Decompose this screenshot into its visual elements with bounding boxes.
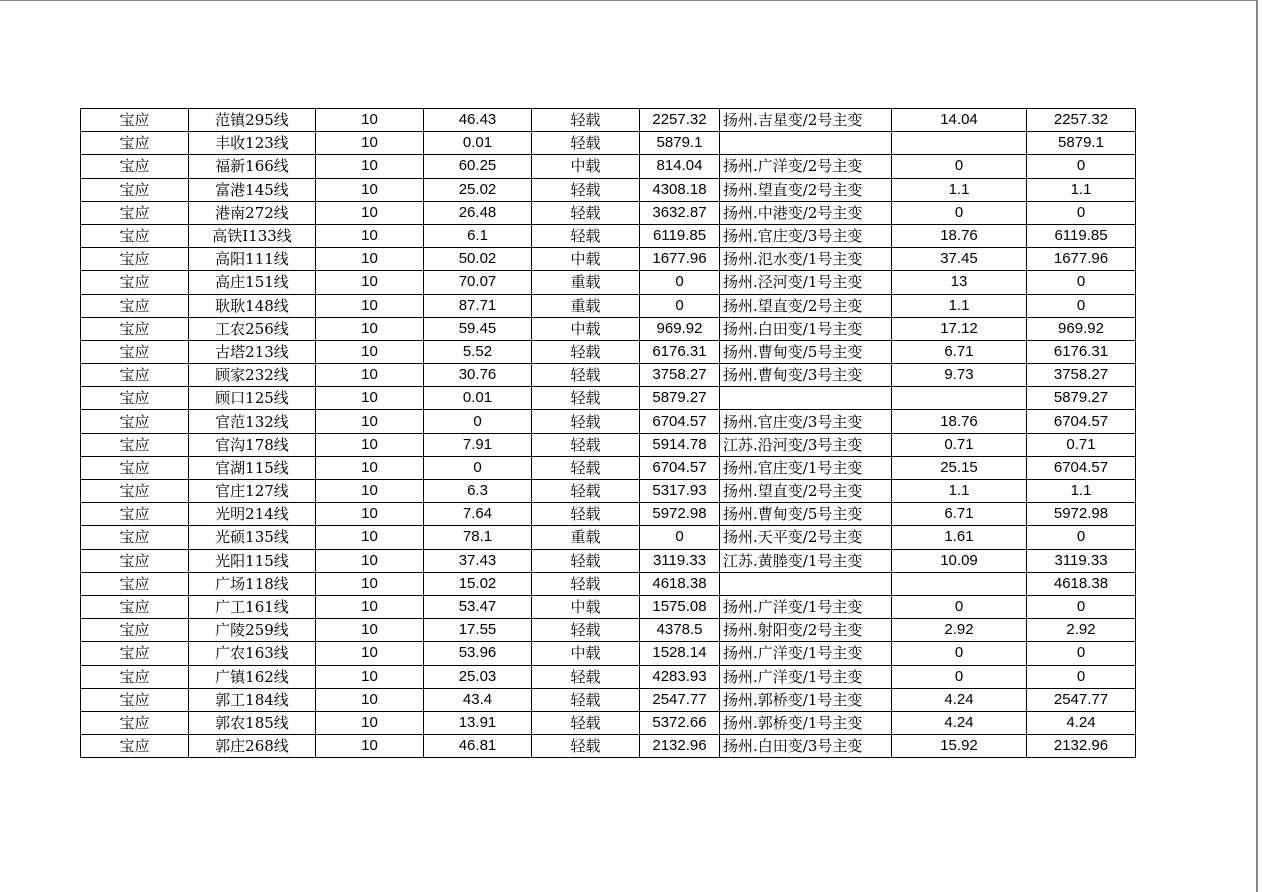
county-cell: 宝应	[81, 271, 189, 294]
county-cell: 宝应	[81, 109, 189, 132]
spare-capacity-cell: 2547.77	[640, 688, 720, 711]
voltage-cell: 10	[316, 480, 424, 503]
available-capacity-cell: 2547.77	[1027, 688, 1136, 711]
voltage-cell: 10	[316, 433, 424, 456]
load-status-cell: 轻载	[532, 665, 640, 688]
county-cell: 宝应	[81, 595, 189, 618]
spare-capacity-cell: 6704.57	[640, 456, 720, 479]
load-status-cell: 轻载	[532, 109, 640, 132]
county-cell: 宝应	[81, 294, 189, 317]
transformer-cell: 江苏.沿河变/3号主变	[720, 433, 892, 456]
table-row	[81, 317, 1136, 340]
county-cell: 宝应	[81, 178, 189, 201]
spare-capacity-cell: 3119.33	[640, 549, 720, 572]
county-cell: 宝应	[81, 735, 189, 758]
available-capacity-cell: 2132.96	[1027, 735, 1136, 758]
load-status-cell: 中载	[532, 155, 640, 178]
feeder-name-cell: 工农256线	[189, 317, 316, 340]
transformer-cell: 扬州.官庄变/1号主变	[720, 456, 892, 479]
spare-capacity-cell: 5972.98	[640, 503, 720, 526]
load-status-cell: 轻载	[532, 340, 640, 363]
county-cell: 宝应	[81, 364, 189, 387]
spare-capacity-cell: 814.04	[640, 155, 720, 178]
load-rate-cell: 60.25	[424, 155, 532, 178]
voltage-cell: 10	[316, 201, 424, 224]
load-rate-cell: 7.91	[424, 433, 532, 456]
voltage-cell: 10	[316, 735, 424, 758]
county-cell: 宝应	[81, 711, 189, 734]
load-status-cell: 轻载	[532, 456, 640, 479]
voltage-cell: 10	[316, 317, 424, 340]
load-rate-cell: 53.47	[424, 595, 532, 618]
transformer-margin-cell: 1.61	[892, 526, 1027, 549]
transformer-cell: 扬州.白田变/3号主变	[720, 735, 892, 758]
feeder-name-cell: 广农163线	[189, 642, 316, 665]
transformer-cell: 扬州.吉星变/2号主变	[720, 109, 892, 132]
table-row	[81, 271, 1136, 294]
transformer-margin-cell: 1.1	[892, 480, 1027, 503]
feeder-name-cell: 郭庄268线	[189, 735, 316, 758]
voltage-cell: 10	[316, 665, 424, 688]
spare-capacity-cell: 1575.08	[640, 595, 720, 618]
feeder-name-cell: 顾口125线	[189, 387, 316, 410]
spare-capacity-cell: 5914.78	[640, 433, 720, 456]
load-rate-cell: 59.45	[424, 317, 532, 340]
load-rate-cell: 15.02	[424, 572, 532, 595]
table-row	[81, 711, 1136, 734]
county-cell: 宝应	[81, 665, 189, 688]
feeder-name-cell: 福新166线	[189, 155, 316, 178]
load-status-cell: 中载	[532, 595, 640, 618]
transformer-cell: 扬州.望直变/2号主变	[720, 480, 892, 503]
spare-capacity-cell: 4618.38	[640, 572, 720, 595]
transformer-cell: 扬州.射阳变/2号主变	[720, 619, 892, 642]
load-status-cell: 中载	[532, 248, 640, 271]
transformer-cell: 扬州.氾水变/1号主变	[720, 248, 892, 271]
county-cell: 宝应	[81, 317, 189, 340]
available-capacity-cell: 6704.57	[1027, 456, 1136, 479]
voltage-cell: 10	[316, 619, 424, 642]
load-status-cell: 轻载	[532, 572, 640, 595]
transformer-cell: 扬州.曹甸变/5号主变	[720, 340, 892, 363]
spare-capacity-cell: 0	[640, 294, 720, 317]
voltage-cell: 10	[316, 294, 424, 317]
table-row	[81, 410, 1136, 433]
load-rate-cell: 0.01	[424, 387, 532, 410]
voltage-cell: 10	[316, 364, 424, 387]
load-status-cell: 中载	[532, 317, 640, 340]
available-capacity-cell: 0	[1027, 642, 1136, 665]
load-status-cell: 轻载	[532, 549, 640, 572]
available-capacity-cell: 2.92	[1027, 619, 1136, 642]
voltage-cell: 10	[316, 595, 424, 618]
load-status-cell: 轻载	[532, 178, 640, 201]
table-row	[81, 387, 1136, 410]
voltage-cell: 10	[316, 642, 424, 665]
spare-capacity-cell: 5317.93	[640, 480, 720, 503]
load-rate-cell: 13.91	[424, 711, 532, 734]
transformer-margin-cell: 1.1	[892, 178, 1027, 201]
available-capacity-cell: 3758.27	[1027, 364, 1136, 387]
table-row	[81, 109, 1136, 132]
spare-capacity-cell: 4378.5	[640, 619, 720, 642]
spare-capacity-cell: 0	[640, 271, 720, 294]
voltage-cell: 10	[316, 132, 424, 155]
load-status-cell: 轻载	[532, 224, 640, 247]
available-capacity-cell: 6704.57	[1027, 410, 1136, 433]
spare-capacity-cell: 0	[640, 526, 720, 549]
feeder-name-cell: 郭工184线	[189, 688, 316, 711]
feeder-name-cell: 广镇162线	[189, 665, 316, 688]
county-cell: 宝应	[81, 480, 189, 503]
load-rate-cell: 37.43	[424, 549, 532, 572]
load-status-cell: 轻载	[532, 387, 640, 410]
spare-capacity-cell: 6704.57	[640, 410, 720, 433]
load-status-cell: 轻载	[532, 201, 640, 224]
feeder-name-cell: 光明214线	[189, 503, 316, 526]
available-capacity-cell: 1677.96	[1027, 248, 1136, 271]
transformer-cell: 扬州.广洋变/1号主变	[720, 642, 892, 665]
load-status-cell: 轻载	[532, 735, 640, 758]
spare-capacity-cell: 4308.18	[640, 178, 720, 201]
load-rate-cell: 50.02	[424, 248, 532, 271]
load-status-cell: 轻载	[532, 711, 640, 734]
load-rate-cell: 6.1	[424, 224, 532, 247]
voltage-cell: 10	[316, 410, 424, 433]
transformer-cell: 扬州.广洋变/2号主变	[720, 155, 892, 178]
transformer-margin-cell: 4.24	[892, 688, 1027, 711]
feeder-name-cell: 耿耿148线	[189, 294, 316, 317]
load-rate-cell: 26.48	[424, 201, 532, 224]
available-capacity-cell: 6119.85	[1027, 224, 1136, 247]
available-capacity-cell: 0	[1027, 526, 1136, 549]
table-row	[81, 735, 1136, 758]
transformer-cell: 扬州.郭桥变/1号主变	[720, 688, 892, 711]
transformer-margin-cell: 2.92	[892, 619, 1027, 642]
spare-capacity-cell: 2257.32	[640, 109, 720, 132]
load-rate-cell: 6.3	[424, 480, 532, 503]
table-row	[81, 201, 1136, 224]
load-rate-cell: 25.02	[424, 178, 532, 201]
load-status-cell: 重载	[532, 294, 640, 317]
feeder-name-cell: 广陵259线	[189, 619, 316, 642]
county-cell: 宝应	[81, 155, 189, 178]
spare-capacity-cell: 5372.66	[640, 711, 720, 734]
county-cell: 宝应	[81, 433, 189, 456]
county-cell: 宝应	[81, 456, 189, 479]
table-row	[81, 572, 1136, 595]
transformer-cell	[720, 387, 892, 410]
load-rate-cell: 30.76	[424, 364, 532, 387]
transformer-cell: 扬州.官庄变/3号主变	[720, 410, 892, 433]
voltage-cell: 10	[316, 572, 424, 595]
transformer-cell: 扬州.广洋变/1号主变	[720, 595, 892, 618]
load-rate-cell: 87.71	[424, 294, 532, 317]
transformer-cell: 扬州.泾河变/1号主变	[720, 271, 892, 294]
load-status-cell: 轻载	[532, 503, 640, 526]
transformer-cell: 扬州.中港变/2号主变	[720, 201, 892, 224]
table-row	[81, 248, 1136, 271]
table-row	[81, 340, 1136, 363]
transformer-cell: 扬州.官庄变/3号主变	[720, 224, 892, 247]
available-capacity-cell: 3119.33	[1027, 549, 1136, 572]
county-cell: 宝应	[81, 619, 189, 642]
table-row	[81, 224, 1136, 247]
county-cell: 宝应	[81, 340, 189, 363]
transformer-cell: 扬州.郭桥变/1号主变	[720, 711, 892, 734]
feeder-name-cell: 光硕135线	[189, 526, 316, 549]
available-capacity-cell: 0	[1027, 595, 1136, 618]
feeder-name-cell: 古塔213线	[189, 340, 316, 363]
table-row	[81, 642, 1136, 665]
spare-capacity-cell: 1528.14	[640, 642, 720, 665]
voltage-cell: 10	[316, 711, 424, 734]
load-rate-cell: 25.03	[424, 665, 532, 688]
spare-capacity-cell: 3632.87	[640, 201, 720, 224]
spare-capacity-cell: 1677.96	[640, 248, 720, 271]
load-status-cell: 重载	[532, 271, 640, 294]
county-cell: 宝应	[81, 132, 189, 155]
table-row	[81, 619, 1136, 642]
load-rate-cell: 53.96	[424, 642, 532, 665]
table-row	[81, 155, 1136, 178]
feeder-name-cell: 官湖115线	[189, 456, 316, 479]
transformer-cell: 扬州.广洋变/1号主变	[720, 665, 892, 688]
table-row	[81, 364, 1136, 387]
voltage-cell: 10	[316, 224, 424, 247]
available-capacity-cell: 4.24	[1027, 711, 1136, 734]
load-rate-cell: 43.4	[424, 688, 532, 711]
county-cell: 宝应	[81, 688, 189, 711]
county-cell: 宝应	[81, 549, 189, 572]
transformer-cell	[720, 132, 892, 155]
load-status-cell: 中载	[532, 642, 640, 665]
feeder-name-cell: 官沟178线	[189, 433, 316, 456]
table-row	[81, 178, 1136, 201]
feeder-name-cell: 郭农185线	[189, 711, 316, 734]
transformer-margin-cell: 18.76	[892, 224, 1027, 247]
county-cell: 宝应	[81, 387, 189, 410]
load-rate-cell: 0.01	[424, 132, 532, 155]
transformer-margin-cell: 0	[892, 642, 1027, 665]
transformer-margin-cell: 14.04	[892, 109, 1027, 132]
transformer-margin-cell: 10.09	[892, 549, 1027, 572]
available-capacity-cell: 0	[1027, 665, 1136, 688]
feeder-name-cell: 范镇295线	[189, 109, 316, 132]
spare-capacity-cell: 3758.27	[640, 364, 720, 387]
feeder-name-cell: 高铁Ⅰ133线	[189, 224, 316, 247]
load-rate-cell: 0	[424, 410, 532, 433]
feeder-name-cell: 广工161线	[189, 595, 316, 618]
load-rate-cell: 5.52	[424, 340, 532, 363]
transformer-cell: 江苏.黄塍变/1号主变	[720, 549, 892, 572]
voltage-cell: 10	[316, 178, 424, 201]
table-row	[81, 503, 1136, 526]
available-capacity-cell: 969.92	[1027, 317, 1136, 340]
voltage-cell: 10	[316, 688, 424, 711]
load-rate-cell: 17.55	[424, 619, 532, 642]
table-row	[81, 294, 1136, 317]
load-status-cell: 重载	[532, 526, 640, 549]
county-cell: 宝应	[81, 201, 189, 224]
table-row	[81, 526, 1136, 549]
county-cell: 宝应	[81, 572, 189, 595]
table-row	[81, 132, 1136, 155]
feeder-name-cell: 顾家232线	[189, 364, 316, 387]
transformer-cell: 扬州.曹甸变/5号主变	[720, 503, 892, 526]
available-capacity-cell: 1.1	[1027, 480, 1136, 503]
spare-capacity-cell: 4283.93	[640, 665, 720, 688]
voltage-cell: 10	[316, 526, 424, 549]
voltage-cell: 10	[316, 271, 424, 294]
voltage-cell: 10	[316, 503, 424, 526]
voltage-cell: 10	[316, 340, 424, 363]
transformer-cell: 扬州.望直变/2号主变	[720, 294, 892, 317]
available-capacity-cell: 0	[1027, 155, 1136, 178]
feeder-name-cell: 光阳115线	[189, 549, 316, 572]
voltage-cell: 10	[316, 456, 424, 479]
table-row	[81, 456, 1136, 479]
available-capacity-cell: 0.71	[1027, 433, 1136, 456]
transformer-margin-cell: 37.45	[892, 248, 1027, 271]
table-row	[81, 480, 1136, 503]
load-status-cell: 轻载	[532, 410, 640, 433]
available-capacity-cell: 0	[1027, 294, 1136, 317]
transformer-margin-cell	[892, 387, 1027, 410]
load-status-cell: 轻载	[532, 364, 640, 387]
table-row	[81, 433, 1136, 456]
county-cell: 宝应	[81, 642, 189, 665]
load-rate-cell: 46.43	[424, 109, 532, 132]
voltage-cell: 10	[316, 155, 424, 178]
transformer-margin-cell: 0.71	[892, 433, 1027, 456]
load-rate-cell: 46.81	[424, 735, 532, 758]
table-row	[81, 549, 1136, 572]
load-status-cell: 轻载	[532, 619, 640, 642]
transformer-margin-cell	[892, 572, 1027, 595]
table-body	[81, 109, 1136, 758]
transformer-margin-cell: 0	[892, 595, 1027, 618]
load-status-cell: 轻载	[532, 480, 640, 503]
load-rate-cell: 0	[424, 456, 532, 479]
transformer-margin-cell: 1.1	[892, 294, 1027, 317]
transformer-margin-cell: 17.12	[892, 317, 1027, 340]
transformer-cell: 扬州.白田变/1号主变	[720, 317, 892, 340]
load-status-cell: 轻载	[532, 132, 640, 155]
spare-capacity-cell: 5879.27	[640, 387, 720, 410]
feeder-name-cell: 官庄127线	[189, 480, 316, 503]
load-rate-cell: 7.64	[424, 503, 532, 526]
transformer-margin-cell: 4.24	[892, 711, 1027, 734]
available-capacity-cell: 4618.38	[1027, 572, 1136, 595]
county-cell: 宝应	[81, 503, 189, 526]
feeder-name-cell: 丰收123线	[189, 132, 316, 155]
transformer-cell: 扬州.天平变/2号主变	[720, 526, 892, 549]
table-row	[81, 595, 1136, 618]
available-capacity-cell: 5972.98	[1027, 503, 1136, 526]
transformer-cell	[720, 572, 892, 595]
voltage-cell: 10	[316, 387, 424, 410]
feeder-name-cell: 广场118线	[189, 572, 316, 595]
available-capacity-cell: 0	[1027, 201, 1136, 224]
spare-capacity-cell: 6119.85	[640, 224, 720, 247]
county-cell: 宝应	[81, 224, 189, 247]
transformer-margin-cell: 25.15	[892, 456, 1027, 479]
feeder-load-table	[80, 108, 1136, 758]
transformer-cell: 扬州.曹甸变/3号主变	[720, 364, 892, 387]
transformer-margin-cell: 18.76	[892, 410, 1027, 433]
available-capacity-cell: 0	[1027, 271, 1136, 294]
transformer-margin-cell: 0	[892, 201, 1027, 224]
transformer-margin-cell: 0	[892, 665, 1027, 688]
table-row	[81, 688, 1136, 711]
transformer-margin-cell: 13	[892, 271, 1027, 294]
available-capacity-cell: 5879.27	[1027, 387, 1136, 410]
feeder-name-cell: 高阳111线	[189, 248, 316, 271]
county-cell: 宝应	[81, 248, 189, 271]
transformer-margin-cell: 9.73	[892, 364, 1027, 387]
voltage-cell: 10	[316, 549, 424, 572]
load-status-cell: 轻载	[532, 688, 640, 711]
available-capacity-cell: 1.1	[1027, 178, 1136, 201]
county-cell: 宝应	[81, 410, 189, 433]
table-row	[81, 665, 1136, 688]
feeder-name-cell: 富港145线	[189, 178, 316, 201]
load-rate-cell: 78.1	[424, 526, 532, 549]
available-capacity-cell: 5879.1	[1027, 132, 1136, 155]
transformer-margin-cell	[892, 132, 1027, 155]
transformer-margin-cell: 6.71	[892, 340, 1027, 363]
voltage-cell: 10	[316, 109, 424, 132]
feeder-name-cell: 港南272线	[189, 201, 316, 224]
spare-capacity-cell: 2132.96	[640, 735, 720, 758]
voltage-cell: 10	[316, 248, 424, 271]
county-cell: 宝应	[81, 526, 189, 549]
load-rate-cell: 70.07	[424, 271, 532, 294]
spare-capacity-cell: 5879.1	[640, 132, 720, 155]
feeder-name-cell: 官范132线	[189, 410, 316, 433]
feeder-name-cell: 高庄151线	[189, 271, 316, 294]
transformer-margin-cell: 6.71	[892, 503, 1027, 526]
transformer-margin-cell: 15.92	[892, 735, 1027, 758]
available-capacity-cell: 6176.31	[1027, 340, 1136, 363]
available-capacity-cell: 2257.32	[1027, 109, 1136, 132]
transformer-cell: 扬州.望直变/2号主变	[720, 178, 892, 201]
transformer-margin-cell: 0	[892, 155, 1027, 178]
spare-capacity-cell: 6176.31	[640, 340, 720, 363]
load-status-cell: 轻载	[532, 433, 640, 456]
spare-capacity-cell: 969.92	[640, 317, 720, 340]
